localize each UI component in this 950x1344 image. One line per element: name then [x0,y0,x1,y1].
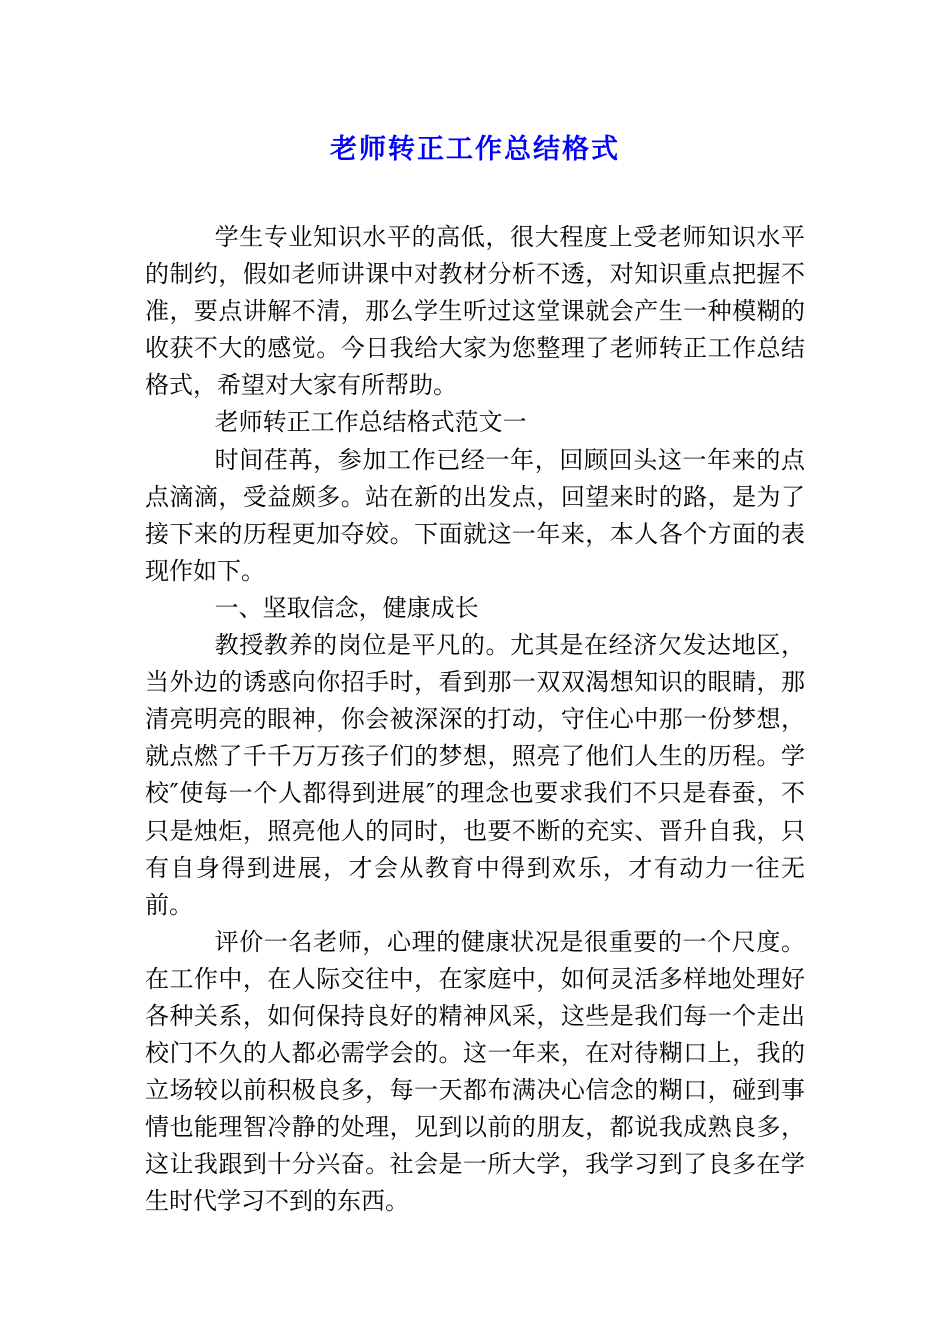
section-heading-faith: 一、坚取信念，健康成长 [214,593,479,622]
paragraph-teaching: 教授教养的岗位是平凡的。尤其是在经济欠发达地区，当外边的诱惑向你招手时，看到那一双双渴想知识的眼睛，那清亮明亮的眼神，你会被深深的打动，守住心中那一份梦想，就点燃了千千万万孩子们的梦想，照亮了他们人生的历程。学校″使每一个人都得到进展″的理念也要求我们不只是春蚕，不只是烛炬，照亮他人的同时，也要不断的充实、晋升自我，只有自身得到进展，才会从教育中得到欢乐，才有动力一往无前。 [145,631,805,919]
paragraph-opening: 时间荏苒，参加工作已经一年，回顾回头这一年来的点点滴滴，受益颇多。站在新的出发点，回望来时的路，是为了接下来的历程更加夺姣。下面就这一年来，本人各个方面的表现作如下。 [145,445,805,585]
document-body [145,219,805,1221]
paragraph-intro: 学生专业知识水平的高低，很大程度上受老师知识水平的制约，假如老师讲课中对教材分析不透，对知识重点把握不准，要点讲解不清，那么学生听过这堂课就会产生一种模糊的收获不大的感觉。今日我给大家为您整理了老师转正工作总结格式，希望对大家有所帮助。 [145,223,805,400]
paragraph-mental-health: 评价一名老师，心理的健康状况是很重要的一个尺度。在工作中，在人际交往中，在家庭中，如何灵活多样地处理好各种关系，如何保持良好的精神风采，这些是我们每一个走出校门不久的人都必需学会的。这一年来，在对待糊口上，我的立场较以前积极良多，每一天都布满决心信念的糊口，碰到事情也能理智冷静的处理，见到以前的朋友，都说我成熟良多，这让我跟到十分兴奋。社会是一所大学，我学习到了良多在学生时代学习不到的东西。 [145,927,805,1216]
section-heading-sample-one: 老师转正工作总结格式范文一 [214,408,527,437]
document-title: 老师转正工作总结格式 [330,134,620,165]
